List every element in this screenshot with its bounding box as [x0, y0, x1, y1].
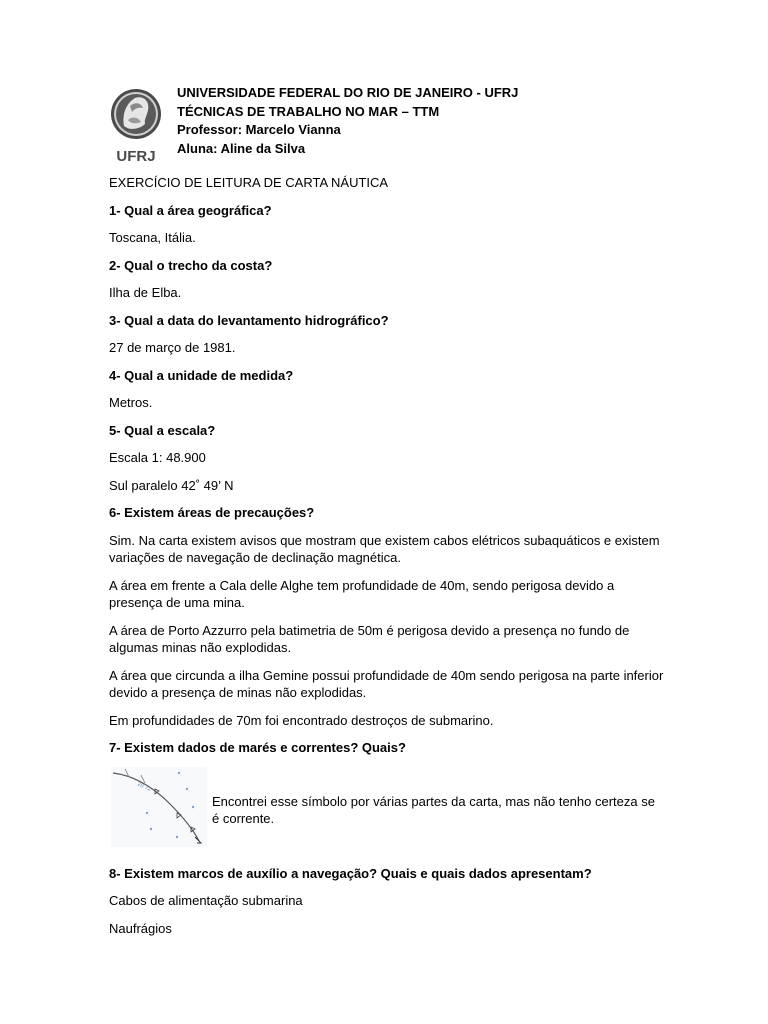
question-7: 7- Existem dados de marés e correntes? Quais? — [109, 740, 406, 755]
question-2: 2- Qual o trecho da costa? — [109, 257, 273, 273]
answer-1: Toscana, Itália. — [109, 230, 196, 245]
course-name: TÉCNICAS DE TRABALHO NO MAR – TTM — [177, 103, 440, 119]
answer-5-scale: Escala 1: 48.900 — [109, 450, 206, 465]
answer-6-paragraph: A área que circunda a ilha Gemine possui profundidade de 40m sendo perigosa na parte inferior devido a presença de minas não explodidas. — [109, 667, 664, 700]
answer-4: Metros. — [109, 395, 153, 410]
current-symbol-row — [109, 767, 669, 849]
university-name: UNIVERSIDADE FEDERAL DO RIO DE JANEIRO - UFRJ — [177, 85, 519, 100]
answer-6-paragraph: A área em frente a Cala delle Alghe tem profundidade de 40m, sendo perigosa devido a presença de uma mina. — [109, 577, 615, 610]
student-name: Aluna: Aline da Silva — [177, 140, 306, 156]
svg-text:20 72: 20 72 — [136, 780, 152, 793]
svg-text:UFRJ: UFRJ — [116, 148, 156, 165]
question-1: 1- Qual a área geográfica? — [109, 202, 272, 218]
exercise-title: EXERCÍCIO DE LEITURA DE CARTA NÁUTICA — [109, 175, 389, 190]
answer-8-item: Naufrágios — [109, 920, 172, 936]
professor-name: Professor: Marcelo Vianna — [177, 122, 341, 137]
question-5: 5- Qual a escala? — [109, 422, 216, 438]
answer-2: Ilha de Elba. — [109, 285, 182, 300]
answer-8-item: Cabos de alimentação submarina — [109, 893, 303, 908]
question-4: 4- Qual a unidade de medida? — [109, 367, 294, 383]
ufrj-logo — [110, 86, 162, 166]
document-header — [177, 84, 518, 158]
question-8: 8- Existem marcos de auxílio a navegação? Quais e quais dados apresentam? — [109, 865, 592, 881]
chart-excerpt-image — [111, 767, 207, 847]
current-symbol-note: Encontrei esse símbolo por várias partes da carta, mas não tenho certeza se é corrente. — [212, 793, 655, 826]
document-body — [109, 174, 669, 937]
answer-6-paragraph: A área de Porto Azzurro pela batimetria de 50m é perigosa devido a presença no fundo de algumas minas não explodidas. — [109, 622, 630, 655]
answer-3: 27 de março de 1981. — [109, 340, 236, 355]
answer-5-parallel: Sul paralelo 42˚ 49’ N — [109, 477, 234, 493]
answer-6-paragraph: Sim. Na carta existem avisos que mostram que existem cabos elétricos subaquáticos e existem variações de navegação de declinação magnética. — [109, 532, 660, 565]
question-6: 6- Existem áreas de precauções? — [109, 505, 315, 520]
question-3: 3- Qual a data do levantamento hidrográfico? — [109, 312, 389, 328]
answer-6-paragraph: Em profundidades de 70m foi encontrado destroços de submarino. — [109, 712, 494, 728]
